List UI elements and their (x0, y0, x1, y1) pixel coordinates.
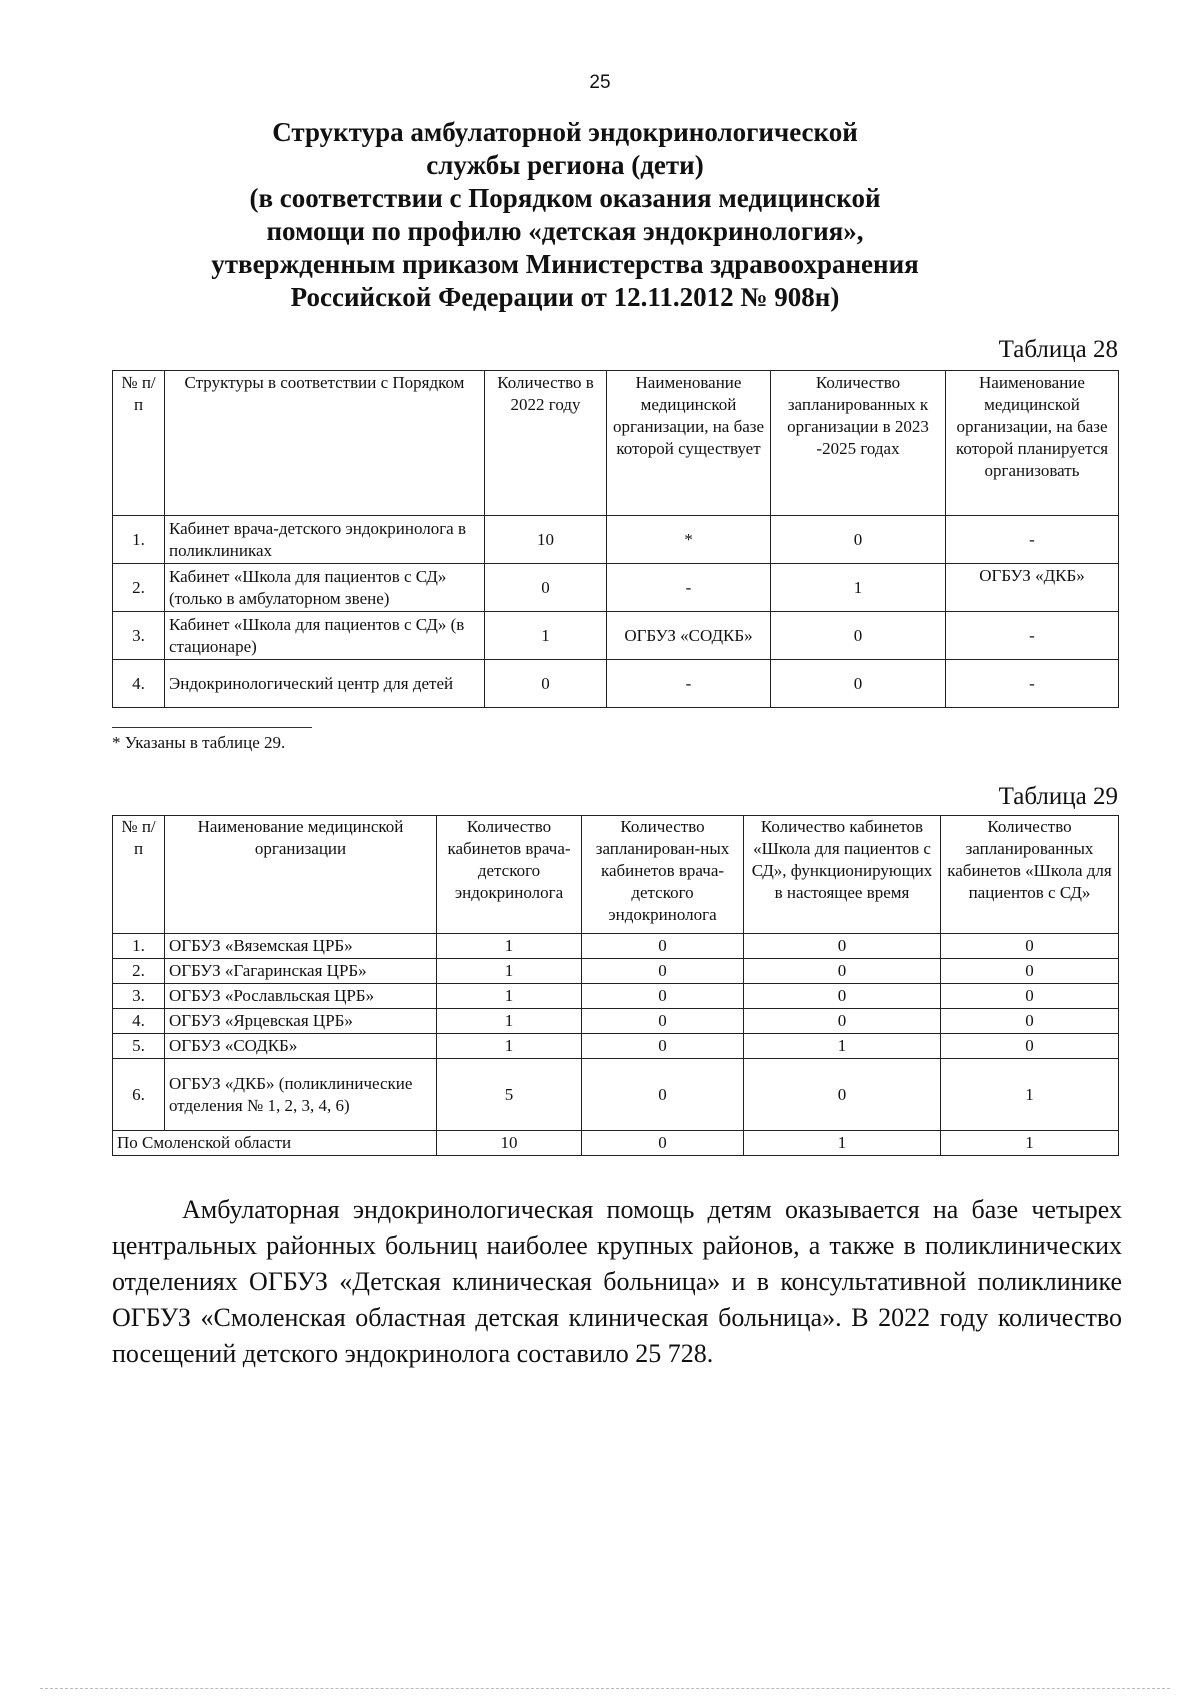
planned-count: 0 (771, 660, 946, 708)
count-2022: 0 (485, 660, 607, 708)
header-cell: Количество запланирован-ных кабинетов врача-детского эндокринолога (582, 816, 744, 934)
school-offices-planned: 0 (941, 934, 1119, 959)
total-label: По Смоленской области (113, 1131, 437, 1156)
endocrinologist-offices: 1 (437, 959, 582, 984)
table-row (113, 1009, 1119, 1034)
endocrinologist-offices: 5 (437, 1059, 582, 1131)
title-line: службы региона (дети) (426, 150, 704, 180)
endocrinologist-offices: 1 (437, 1009, 582, 1034)
table-row (113, 984, 1119, 1009)
title-line: помощи по профилю «детская эндокринология», (266, 216, 864, 246)
row-number: 2. (113, 564, 165, 612)
table-total-row (113, 1131, 1119, 1156)
row-number: 1. (113, 934, 165, 959)
table-row (113, 660, 1119, 708)
row-number: 4. (113, 660, 165, 708)
organization-name: ОГБУЗ «Ярцевская ЦРБ» (165, 1009, 437, 1034)
organization-name: ОГБУЗ «Вяземская ЦРБ» (165, 934, 437, 959)
count-2022: 1 (485, 612, 607, 660)
header-cell: Количество запланированных к организации в 2023 -2025 годах (771, 371, 946, 516)
count-2022: 0 (485, 564, 607, 612)
existing-organization: - (607, 564, 771, 612)
row-number: 1. (113, 516, 165, 564)
school-offices-current: 0 (744, 1009, 941, 1034)
row-number: 2. (113, 959, 165, 984)
school-offices-current: 0 (744, 934, 941, 959)
table29-caption: Таблица 29 (998, 783, 1118, 810)
header-cell: № п/п (113, 371, 165, 516)
planned-count: 0 (771, 612, 946, 660)
header-cell: Наименование медицинской организации, на базе которой планируется организовать (946, 371, 1119, 516)
school-offices-current: 0 (744, 984, 941, 1009)
school-offices-planned: 0 (941, 1009, 1119, 1034)
organization-name: ОГБУЗ «Гагаринская ЦРБ» (165, 959, 437, 984)
header-cell: Наименование медицинской организации (165, 816, 437, 934)
endocrinologist-offices: 1 (437, 934, 582, 959)
footnote: * Указаны в таблице 29. (112, 733, 286, 752)
endocrinologist-offices: 1 (437, 984, 582, 1009)
header-cell: Количество кабинетов врача-детского эндокринолога (437, 816, 582, 934)
planned-endocrinologist-offices: 0 (582, 1009, 744, 1034)
page-number: 25 (589, 72, 611, 93)
planned-count: 1 (771, 564, 946, 612)
existing-organization: * (607, 516, 771, 564)
row-number: 3. (113, 612, 165, 660)
row-number: 5. (113, 1034, 165, 1059)
header-cell: № п/п (113, 816, 165, 934)
table-29 (112, 815, 1119, 1156)
header-cell: Количество запланированных кабинетов «Школа для пациентов с СД» (941, 816, 1119, 934)
title-line: Российской Федерации от 12.11.2012 № 908н) (290, 282, 840, 312)
table-header-row (113, 371, 1119, 516)
body-paragraph: Амбулаторная эндокринологическая помощь детям оказывается на базе четырех центральных районных больниц наиболее крупных районов, а также в поликлинических отделениях ОГБУЗ «Детская клиническая больница» и в консультативной поликлинике ОГБУЗ «Смоленская областная детская клиническая больница». В 2022 году количество посещений детского эндокринолога составило 25 728. (112, 1195, 1122, 1368)
planned-organization: - (946, 516, 1119, 564)
header-cell: Количество кабинетов «Школа для пациентов с СД», функционирующих в настоящее время (744, 816, 941, 934)
school-offices-current: 0 (744, 1059, 941, 1131)
planned-endocrinologist-offices: 0 (582, 1059, 744, 1131)
structure-name: Кабинет врача-детского эндокринолога в поликлиниках (165, 516, 485, 564)
planned-endocrinologist-offices: 0 (582, 984, 744, 1009)
planned-endocrinologist-offices: 0 (582, 959, 744, 984)
count-2022: 10 (485, 516, 607, 564)
document-title (150, 116, 980, 314)
table28-caption: Таблица 28 (998, 336, 1118, 363)
structure-name: Эндокринологический центр для детей (165, 660, 485, 708)
scan-edge-divider (40, 1688, 1170, 1689)
total-school-offices-planned: 1 (941, 1131, 1119, 1156)
school-offices-planned: 0 (941, 1034, 1119, 1059)
row-number: 6. (113, 1059, 165, 1131)
school-offices-planned: 0 (941, 984, 1119, 1009)
row-number: 4. (113, 1009, 165, 1034)
school-offices-planned: 1 (941, 1059, 1119, 1131)
school-offices-planned: 0 (941, 959, 1119, 984)
school-offices-current: 1 (744, 1034, 941, 1059)
structure-name: Кабинет «Школа для пациентов с СД» (только в амбулаторном звене) (165, 564, 485, 612)
planned-endocrinologist-offices: 0 (582, 934, 744, 959)
header-cell: Количество в 2022 году (485, 371, 607, 516)
existing-organization: - (607, 660, 771, 708)
planned-endocrinologist-offices: 0 (582, 1034, 744, 1059)
planned-organization: - (946, 660, 1119, 708)
table-row (113, 1034, 1119, 1059)
table-28 (112, 370, 1119, 708)
planned-count: 0 (771, 516, 946, 564)
footnote-divider (112, 727, 312, 728)
structure-name: Кабинет «Школа для пациентов с СД» (в стационаре) (165, 612, 485, 660)
endocrinologist-offices: 1 (437, 1034, 582, 1059)
table-row (113, 564, 1119, 612)
title-line: утвержденным приказом Министерства здравоохранения (211, 249, 919, 279)
organization-name: ОГБУЗ «Рославльская ЦРБ» (165, 984, 437, 1009)
total-planned-endocrinologist-offices: 0 (582, 1131, 744, 1156)
header-cell: Наименование медицинской организации, на базе которой существует (607, 371, 771, 516)
row-number: 3. (113, 984, 165, 1009)
school-offices-current: 0 (744, 959, 941, 984)
organization-name: ОГБУЗ «СОДКБ» (165, 1034, 437, 1059)
planned-organization: - (946, 612, 1119, 660)
table-row (113, 934, 1119, 959)
planned-organization: ОГБУЗ «ДКБ» (946, 564, 1119, 612)
title-line: Структура амбулаторной эндокринологической (272, 117, 858, 147)
header-cell: Структуры в соответствии с Порядком (165, 371, 485, 516)
title-line: (в соответствии с Порядком оказания медицинской (249, 183, 881, 213)
total-school-offices-current: 1 (744, 1131, 941, 1156)
organization-name: ОГБУЗ «ДКБ» (поликлинические отделения № 1, 2, 3, 4, 6) (165, 1059, 437, 1131)
existing-organization: ОГБУЗ «СОДКБ» (607, 612, 771, 660)
table-row (113, 959, 1119, 984)
table-row (113, 1059, 1119, 1131)
table-row (113, 612, 1119, 660)
total-endocrinologist-offices: 10 (437, 1131, 582, 1156)
table-header-row (113, 816, 1119, 934)
table-row (113, 516, 1119, 564)
